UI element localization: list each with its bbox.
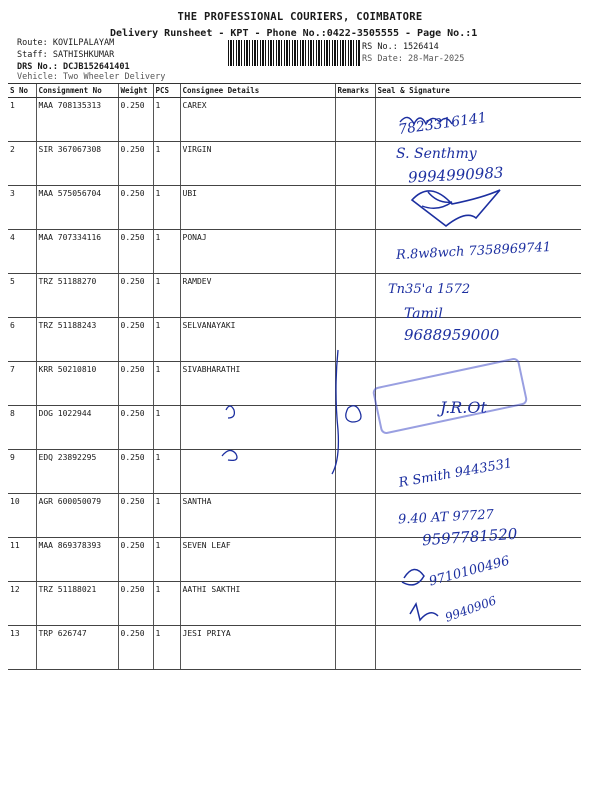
sno-cell: 12 <box>8 582 36 626</box>
weight-cell: 0.250 <box>118 582 153 626</box>
sno-cell: 13 <box>8 626 36 670</box>
signature-scribble <box>402 569 424 584</box>
pcs-cell: 1 <box>153 98 180 142</box>
pcs-cell: 1 <box>153 582 180 626</box>
signature-ink: R.8w8wch 7358969741 <box>395 239 552 264</box>
consignment-cell: TRZ 51188021 <box>36 582 118 626</box>
consignment-cell: DOG 1022944 <box>36 406 118 450</box>
signature-ink: 9994990983 <box>407 163 504 187</box>
pcs-cell: 1 <box>153 230 180 274</box>
col-pcs: PCS <box>153 84 180 98</box>
sno-cell: 7 <box>8 362 36 406</box>
sno-cell: 5 <box>8 274 36 318</box>
consignment-cell: MAA 708135313 <box>36 98 118 142</box>
consignee-cell: SELVANAYAKI <box>180 318 335 362</box>
sno-cell: 11 <box>8 538 36 582</box>
drs-number: DRS No.: DCJB152641401 <box>17 62 130 72</box>
pcs-cell: 1 <box>153 538 180 582</box>
weight-cell: 0.250 <box>118 626 153 670</box>
sno-cell: 4 <box>8 230 36 274</box>
weight-cell: 0.250 <box>118 230 153 274</box>
consignee-cell: VIRGIN <box>180 142 335 186</box>
consignment-cell: TRZ 51188270 <box>36 274 118 318</box>
signature-scribble <box>346 406 361 422</box>
col-remarks: Remarks <box>335 84 375 98</box>
signature-ink: 9710100496 <box>427 553 512 590</box>
weight-cell: 0.250 <box>118 318 153 362</box>
staff-label: Staff: SATHISHKUMAR <box>17 50 115 60</box>
signature-ink: 9940906 <box>443 593 499 625</box>
weight-cell: 0.250 <box>118 98 153 142</box>
pcs-cell: 1 <box>153 142 180 186</box>
col-sno: S No <box>8 84 36 98</box>
pcs-cell: 1 <box>153 626 180 670</box>
weight-cell: 0.250 <box>118 406 153 450</box>
consignee-cell: PONAJ <box>180 230 335 274</box>
pcs-cell: 1 <box>153 274 180 318</box>
consignment-cell: MAA 575056704 <box>36 186 118 230</box>
weight-cell: 0.250 <box>118 274 153 318</box>
consignee-cell: RAMDEV <box>180 274 335 318</box>
weight-cell: 0.250 <box>118 450 153 494</box>
vehicle-label: Vehicle: Two Wheeler Delivery <box>17 72 166 82</box>
col-seal-signature: Seal & Signature <box>375 84 581 98</box>
weight-cell: 0.250 <box>118 494 153 538</box>
consignment-cell: TRP 626747 <box>36 626 118 670</box>
weight-cell: 0.250 <box>118 362 153 406</box>
sno-cell: 2 <box>8 142 36 186</box>
pcs-cell: 1 <box>153 494 180 538</box>
signature-ink: 9597781520 <box>421 524 518 550</box>
signature-scribble <box>412 190 500 226</box>
runsheet-subtitle: Delivery Runsheet - KPT - Phone No.:0422-3505555 - Page No.:1 <box>110 28 478 39</box>
consignment-cell: AGR 600050079 <box>36 494 118 538</box>
signature-ink: 9.40 AT 97727 <box>397 507 495 528</box>
consignment-cell: TRZ 51188243 <box>36 318 118 362</box>
weight-cell: 0.250 <box>118 142 153 186</box>
consignee-cell: SANTHA <box>180 494 335 538</box>
pcs-cell: 1 <box>153 450 180 494</box>
consignee-cell: UBI <box>180 186 335 230</box>
signature-ink: Tamil <box>404 306 443 322</box>
consignment-cell: EDQ 23892295 <box>36 450 118 494</box>
sno-cell: 6 <box>8 318 36 362</box>
col-consignment: Consignment No <box>36 84 118 98</box>
consignment-cell: MAA 869378393 <box>36 538 118 582</box>
signature-scribble <box>226 406 234 418</box>
signature-ink: Tn35'a 1572 <box>388 282 471 297</box>
col-consignee: Consignee Details <box>180 84 335 98</box>
sno-cell: 3 <box>8 186 36 230</box>
document-title: THE PROFESSIONAL COURIERS, COIMBATORE <box>177 11 423 23</box>
pcs-cell: 1 <box>153 362 180 406</box>
rs-number: RS No.: 1526414 <box>362 42 439 52</box>
signature-scribble <box>222 450 237 460</box>
signature-scribble <box>410 604 438 620</box>
signature-scribble <box>332 350 338 474</box>
rs-date: RS Date: 28-Mar-2025 <box>362 54 465 64</box>
consignee-cell: SEVEN LEAF <box>180 538 335 582</box>
pcs-cell: 1 <box>153 186 180 230</box>
pcs-cell: 1 <box>153 406 180 450</box>
consignment-cell: SIR 367067308 <box>36 142 118 186</box>
consignee-cell: JESI PRIYA <box>180 626 335 670</box>
route-label: Route: KOVILPALAYAM <box>17 38 115 48</box>
weight-cell: 0.250 <box>118 186 153 230</box>
consignment-cell: MAA 707334116 <box>36 230 118 274</box>
consignment-cell: KRR 50210810 <box>36 362 118 406</box>
signature-ink: 7823316141 <box>397 109 488 139</box>
sno-cell: 8 <box>8 406 36 450</box>
pcs-cell: 1 <box>153 318 180 362</box>
signature-ink: J.R.Ot <box>440 398 487 417</box>
consignee-cell: AATHI SAKTHI <box>180 582 335 626</box>
signature-ink: 9688959000 <box>404 326 500 344</box>
sno-cell: 1 <box>8 98 36 142</box>
signature-ink: R Smith 9443531 <box>397 456 514 491</box>
signature-ink: S. Senthmy <box>396 146 477 162</box>
sno-cell: 9 <box>8 450 36 494</box>
col-weight: Weight <box>118 84 153 98</box>
sno-cell: 10 <box>8 494 36 538</box>
consignee-cell: CAREX <box>180 98 335 142</box>
weight-cell: 0.250 <box>118 538 153 582</box>
consignee-cell: SIVABHARATHI <box>180 362 335 406</box>
